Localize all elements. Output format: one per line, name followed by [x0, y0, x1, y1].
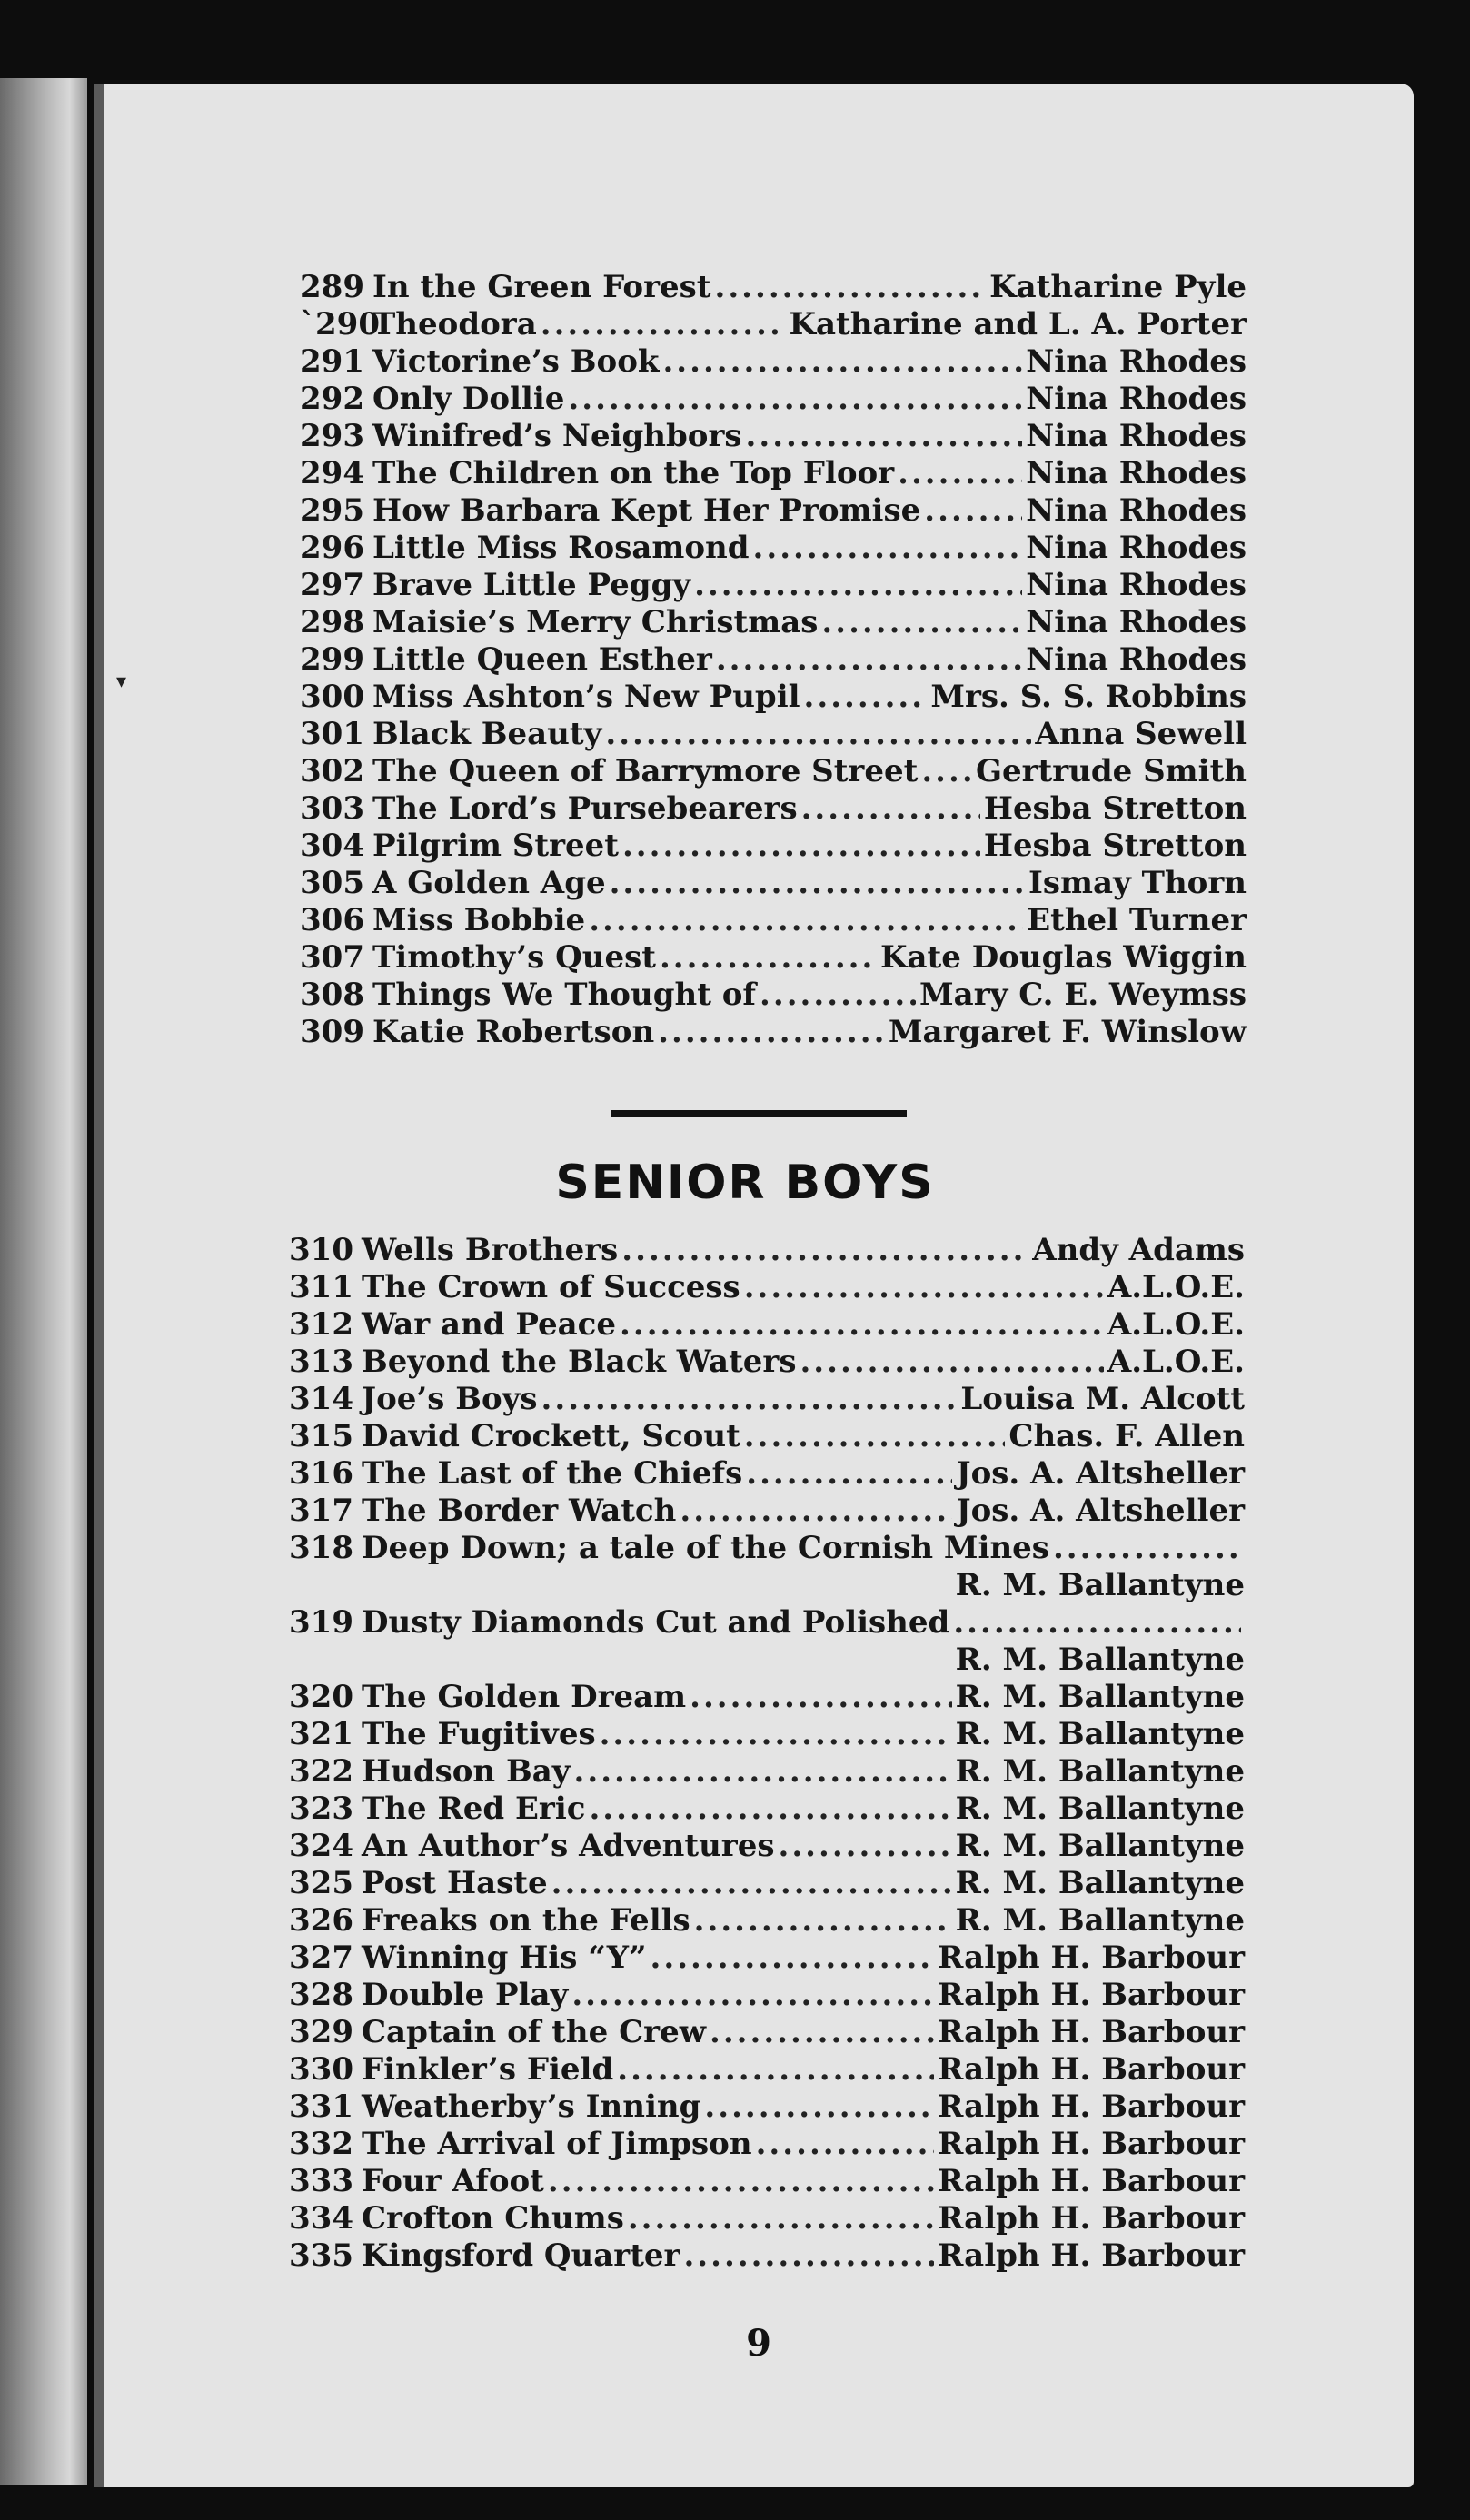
entry-number: 332: [289, 2126, 353, 2162]
list-item: [289, 2014, 1245, 2051]
dot-leader: [658, 1014, 885, 1051]
list-item: [300, 902, 1247, 939]
entry-number: 315: [289, 1418, 353, 1454]
entry-number: 308: [300, 977, 364, 1013]
entry-number: 298: [300, 604, 364, 640]
entry-number: 291: [300, 343, 364, 380]
entry-author: Nina Rhodes: [1026, 418, 1247, 454]
entry-number: 316: [289, 1455, 353, 1492]
list-item: [300, 306, 1247, 343]
dot-leader: [746, 1455, 952, 1493]
entry-title: Kingsford Quarter: [362, 2237, 680, 2274]
dot-leader: [683, 2237, 934, 2275]
entry-number: 306: [300, 902, 364, 938]
list-item: [289, 1679, 1245, 1716]
entry-title: Miss Ashton’s New Pupil: [372, 679, 800, 715]
entry-title: Crofton Chums: [362, 2200, 624, 2237]
list-item: [289, 1604, 1245, 1642]
section-divider: [611, 1110, 907, 1117]
entry-number: 309: [300, 1014, 364, 1050]
entry-title: David Crockett, Scout: [362, 1418, 740, 1454]
entry-number: 294: [300, 455, 364, 491]
list-item: [289, 1716, 1245, 1753]
dot-leader: [804, 679, 928, 716]
dot-leader: [628, 2200, 934, 2237]
entry-author: Hesba Stretton: [983, 790, 1247, 827]
entry-title: Double Play: [362, 1977, 569, 2013]
entry-author: Ralph H. Barbour: [938, 1940, 1245, 1976]
dot-leader: [600, 1716, 952, 1753]
entry-author: Chas. F. Allen: [1008, 1418, 1245, 1454]
list-item: [289, 1940, 1245, 1977]
entry-title: Little Miss Rosamond: [372, 530, 750, 566]
list-item: [300, 455, 1247, 492]
list-item: [300, 716, 1247, 753]
dot-leader: [548, 2163, 934, 2200]
dot-leader: [660, 939, 877, 977]
dot-leader: [716, 641, 1022, 679]
entry-title: The Border Watch: [362, 1493, 677, 1529]
list-item: [289, 2051, 1245, 2088]
entry-author: Anna Sewell: [1035, 716, 1247, 752]
entry-title: Hudson Bay: [362, 1753, 571, 1790]
list-item: [300, 939, 1247, 977]
entry-number: 303: [300, 790, 364, 827]
dot-leader: [760, 977, 916, 1014]
entry-author: Nina Rhodes: [1026, 567, 1247, 603]
entry-number: 296: [300, 530, 364, 566]
entry-title: The Last of the Chiefs: [362, 1455, 743, 1492]
dot-leader: [1053, 1530, 1241, 1567]
dot-leader: [778, 1828, 951, 1865]
entry-author: Louisa M. Alcott: [960, 1381, 1245, 1417]
list-item: [300, 790, 1247, 828]
dot-leader: [821, 604, 1022, 641]
entry-author: R. M. Ballantyne: [955, 1865, 1245, 1901]
dot-leader: [589, 902, 1023, 939]
list-item: [289, 1493, 1245, 1530]
dot-leader: [694, 1902, 952, 1940]
entry-number: 317: [289, 1493, 353, 1529]
entry-title: Four Afoot: [362, 2163, 544, 2199]
list-item: [300, 269, 1247, 306]
entry-title: Wells Brothers: [362, 1232, 619, 1268]
list-item: [300, 604, 1247, 641]
dot-leader: [924, 492, 1022, 530]
entry-author-continued: [289, 1567, 1245, 1604]
entry-number: 310: [289, 1232, 353, 1268]
list-item: [289, 1232, 1245, 1269]
entry-author: Ralph H. Barbour: [938, 2200, 1245, 2237]
entry-title: Post Haste: [362, 1865, 548, 1901]
entry-title: The Lord’s Pursebearers: [372, 790, 798, 827]
entry-title: Beyond the Black Waters: [362, 1344, 797, 1380]
page-number: 9: [746, 2322, 771, 2365]
entry-title: Little Queen Esther: [372, 641, 712, 678]
entry-author-continued: [289, 1642, 1245, 1679]
entry-author: Nina Rhodes: [1026, 641, 1247, 678]
entry-author: Ralph H. Barbour: [938, 2163, 1245, 2199]
list-item: [289, 1530, 1245, 1567]
entry-number: 304: [300, 828, 364, 864]
list-item: [289, 1455, 1245, 1493]
entry-author: Hesba Stretton: [983, 828, 1247, 864]
dot-leader: [574, 1753, 952, 1791]
dot-leader: [704, 2088, 934, 2126]
entry-author: Nina Rhodes: [1026, 492, 1247, 529]
entry-number: 299: [300, 641, 364, 678]
list-item: [289, 1791, 1245, 1828]
entry-number: 335: [289, 2237, 353, 2274]
entry-number: 311: [289, 1269, 353, 1305]
entry-title: The Golden Dream: [362, 1679, 687, 1715]
entry-title: The Children on the Top Floor: [372, 455, 895, 491]
entry-number: 329: [289, 2014, 353, 2050]
list-item: [289, 2126, 1245, 2163]
list-item: [289, 1865, 1245, 1902]
entry-number: 297: [300, 567, 364, 603]
entry-author: R. M. Ballantyne: [955, 1679, 1245, 1715]
dot-leader: [680, 1493, 952, 1530]
dot-leader: [753, 530, 1023, 567]
dot-leader: [605, 716, 1031, 753]
dot-leader: [710, 2014, 934, 2051]
list-item: [300, 381, 1247, 418]
entry-title: Joe’s Boys: [362, 1381, 538, 1417]
list-item: [289, 1828, 1245, 1865]
entry-title: Brave Little Peggy: [372, 567, 691, 603]
entry-author: R. M. Ballantyne: [955, 1902, 1245, 1939]
entry-author: Mrs. S. S. Robbins: [930, 679, 1247, 715]
list-item: [289, 1753, 1245, 1791]
entry-author: Margaret F. Winslow: [888, 1014, 1247, 1050]
entry-author: Ralph H. Barbour: [938, 2051, 1245, 2088]
list-item: [300, 865, 1247, 902]
list-item: [289, 1418, 1245, 1455]
entry-title: Miss Bobbie: [372, 902, 586, 938]
list-item: [300, 1014, 1247, 1051]
entry-title: Captain of the Crew: [362, 2014, 706, 2050]
entry-number: 318: [289, 1530, 353, 1566]
entry-number: 319: [289, 1604, 353, 1641]
dot-leader: [617, 2051, 934, 2088]
list-item: [300, 679, 1247, 716]
entry-title: The Crown of Success: [362, 1269, 740, 1305]
list-item: [289, 1381, 1245, 1418]
entry-author: Ralph H. Barbour: [938, 2237, 1245, 2274]
entry-number: `290: [300, 306, 380, 342]
entry-title: An Author’s Adventures: [362, 1828, 775, 1864]
dot-leader: [610, 865, 1025, 902]
senior-boys-book-list: [289, 1232, 1245, 2275]
entry-author: Ismay Thorn: [1028, 865, 1247, 901]
entry-title: Finkler’s Field: [362, 2051, 614, 2088]
entry-author: A.L.O.E.: [1107, 1306, 1245, 1343]
dot-leader: [800, 1344, 1103, 1381]
list-item: [300, 641, 1247, 679]
entry-author: Nina Rhodes: [1026, 455, 1247, 491]
dot-leader: [756, 2126, 935, 2163]
list-item: [289, 1344, 1245, 1381]
entry-title: Theodora: [372, 306, 537, 342]
entry-author: R. M. Ballantyne: [955, 1828, 1245, 1864]
entry-author: Ralph H. Barbour: [938, 1977, 1245, 2013]
entry-number: 292: [300, 381, 364, 417]
entry-title: How Barbara Kept Her Promise: [372, 492, 921, 529]
dot-leader: [921, 753, 972, 790]
entry-number: 312: [289, 1306, 353, 1343]
entry-author: Katharine Pyle: [989, 269, 1247, 305]
entry-title: Weatherby’s Inning: [362, 2088, 701, 2125]
entry-title: In the Green Forest: [372, 269, 711, 305]
entry-author: R. M. Ballantyne: [955, 1567, 1245, 1603]
entry-author: Ralph H. Barbour: [938, 2088, 1245, 2125]
dot-leader: [662, 343, 1022, 381]
dot-leader: [541, 1381, 958, 1418]
dot-leader: [568, 381, 1022, 418]
list-item: [300, 530, 1247, 567]
dot-leader: [801, 790, 980, 828]
entry-title: Dusty Diamonds Cut and Polished: [362, 1604, 950, 1641]
dot-leader: [589, 1791, 951, 1828]
dot-leader: [898, 455, 1022, 492]
entry-number: 322: [289, 1753, 353, 1790]
entry-author: Ethel Turner: [1027, 902, 1247, 938]
section-heading: SENIOR BOYS: [555, 1156, 935, 1210]
dot-leader: [622, 828, 980, 865]
entry-title: Deep Down; a tale of the Cornish Mines: [362, 1530, 1049, 1566]
dot-leader: [620, 1306, 1104, 1344]
entry-title: Victorine’s Book: [372, 343, 660, 380]
entry-number: 330: [289, 2051, 353, 2088]
entry-author: Nina Rhodes: [1026, 343, 1247, 380]
entry-author: Nina Rhodes: [1026, 604, 1247, 640]
entry-number: 321: [289, 1716, 353, 1752]
entry-author: R. M. Ballantyne: [955, 1642, 1245, 1678]
entry-author: Mary C. E. Weymss: [919, 977, 1247, 1013]
entry-number: 334: [289, 2200, 353, 2237]
entry-number: 289: [300, 269, 364, 305]
list-item: [300, 828, 1247, 865]
list-item: [300, 343, 1247, 381]
entry-number: 313: [289, 1344, 353, 1380]
entry-number: 305: [300, 865, 364, 901]
list-item: [300, 753, 1247, 790]
entry-title: The Red Eric: [362, 1791, 586, 1827]
entry-number: 323: [289, 1791, 353, 1827]
entry-title: Freaks on the Fells: [362, 1902, 690, 1939]
list-item: [289, 2237, 1245, 2275]
entry-author: Jos. A. Altsheller: [956, 1493, 1245, 1529]
entry-title: The Queen of Barrymore Street: [372, 753, 919, 789]
entry-number: 324: [289, 1828, 353, 1864]
entry-title: Katie Robertson: [372, 1014, 655, 1050]
dot-leader: [541, 306, 786, 343]
entry-title: Timothy’s Quest: [372, 939, 656, 976]
entry-author: R. M. Ballantyne: [955, 1716, 1245, 1752]
entry-number: 327: [289, 1940, 353, 1976]
list-item: [289, 1902, 1245, 1940]
entry-number: 328: [289, 1977, 353, 2013]
dot-leader: [651, 1940, 935, 1977]
entry-author: R. M. Ballantyne: [955, 1791, 1245, 1827]
entry-title: Only Dollie: [372, 381, 565, 417]
dot-leader: [621, 1232, 1028, 1269]
entry-title: A Golden Age: [372, 865, 606, 901]
entry-author: A.L.O.E.: [1107, 1344, 1245, 1380]
entry-author: Ralph H. Barbour: [938, 2126, 1245, 2162]
entry-number: 300: [300, 679, 364, 715]
entry-number: 293: [300, 418, 364, 454]
entry-number: 331: [289, 2088, 353, 2125]
list-item: [289, 1269, 1245, 1306]
dot-leader: [953, 1604, 1241, 1642]
entry-number: 301: [300, 716, 364, 752]
entry-title: Winning His “Y”: [362, 1940, 647, 1976]
entry-author: Ralph H. Barbour: [938, 2014, 1245, 2050]
dot-leader: [571, 1977, 934, 2014]
dot-leader: [690, 1679, 951, 1716]
entry-number: 326: [289, 1902, 353, 1939]
entry-author: Nina Rhodes: [1026, 530, 1247, 566]
list-item: [289, 1977, 1245, 2014]
dot-leader: [714, 269, 986, 306]
entry-title: Winifred’s Neighbors: [372, 418, 742, 454]
entry-title: Black Beauty: [372, 716, 602, 752]
list-item: [289, 1306, 1245, 1344]
girls-book-list: [300, 269, 1247, 1051]
margin-mark-icon: ▾: [116, 670, 127, 693]
facing-page-edge: [0, 78, 87, 2485]
entry-title: The Arrival of Jimpson: [362, 2126, 752, 2162]
entry-number: 314: [289, 1381, 353, 1417]
entry-number: 333: [289, 2163, 353, 2199]
list-item: [300, 977, 1247, 1014]
list-item: [300, 492, 1247, 530]
list-item: [300, 418, 1247, 455]
entry-author: A.L.O.E.: [1107, 1269, 1245, 1305]
list-item: [289, 2163, 1245, 2200]
list-item: [300, 567, 1247, 604]
entry-number: 295: [300, 492, 364, 529]
entry-title: War and Peace: [362, 1306, 617, 1343]
list-item: [289, 2200, 1245, 2237]
entry-title: Pilgrim Street: [372, 828, 619, 864]
entry-author: Andy Adams: [1032, 1232, 1245, 1268]
entry-number: 307: [300, 939, 364, 976]
entry-author: Jos. A. Altsheller: [956, 1455, 1245, 1492]
entry-author: Kate Douglas Wiggin: [879, 939, 1247, 976]
entry-author: R. M. Ballantyne: [955, 1753, 1245, 1790]
dot-leader: [746, 418, 1023, 455]
entry-number: 325: [289, 1865, 353, 1901]
dot-leader: [744, 1418, 1006, 1455]
dot-leader: [744, 1269, 1104, 1306]
entry-author: Gertrude Smith: [975, 753, 1247, 789]
entry-title: Things We Thought of: [372, 977, 757, 1013]
list-item: [289, 2088, 1245, 2126]
entry-number: 302: [300, 753, 364, 789]
entry-title: Maisie’s Merry Christmas: [372, 604, 819, 640]
dot-leader: [694, 567, 1022, 604]
entry-number: 320: [289, 1679, 353, 1715]
entry-author: Nina Rhodes: [1026, 381, 1247, 417]
entry-author: Katharine and L. A. Porter: [789, 306, 1247, 342]
dot-leader: [551, 1865, 952, 1902]
entry-title: The Fugitives: [362, 1716, 596, 1752]
